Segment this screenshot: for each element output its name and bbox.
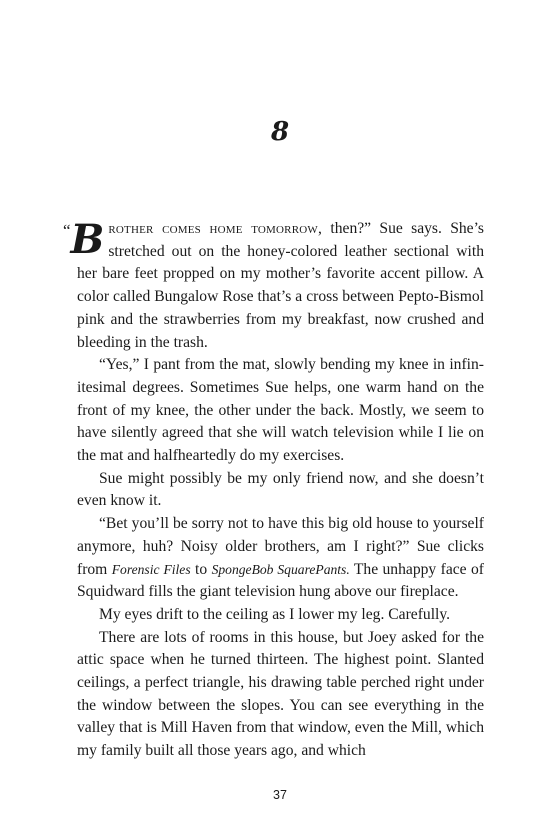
- paragraph-6: There are lots of rooms in this house, but Joey asked for the attic space when he turned thirteen. The highest point. Slanted ceilings, a perfect triangle, his drawing table perched right under the window between the slopes. You can see everything in the valley that is Mill Haven from that window, even the Mill, which my family built all those years ago, and which: [77, 628, 484, 760]
- drop-cap-group: [63, 216, 105, 263]
- chapter-number: 8: [270, 117, 290, 147]
- paragraph-3: Sue might possibly be my only friend now, and she doesn’t even know it.: [77, 469, 484, 510]
- paragraph-5: My eyes drift to the ceiling as I lower my leg. Carefully.: [99, 605, 451, 623]
- paragraph-4-text-c: The unhappy face of Squidward fills the giant television hung above our fireplace.: [77, 560, 484, 601]
- paragraph-1: [63, 216, 484, 354]
- drop-cap: B: [70, 216, 105, 263]
- page-number: 37: [273, 788, 287, 802]
- body-text: [63, 216, 484, 763]
- paragraph-4-text-b: to: [190, 560, 212, 578]
- paragraph-4-text-a: “Bet you’ll be sorry not to have this big old house to yourself anymore, huh? Noisy older brothers, am I right?” Sue clicks from: [77, 515, 484, 578]
- paragraph-2: “Yes,” I pant from the mat, slowly bending my knee in infinitesimal degrees. Sometimes Sue helps, one warm hand on the front of my knee, the other under the back. Mostly, we seem to have silently agreed that she will watch television while I lie on the mat and halfheartedly do my exercises.: [77, 356, 484, 465]
- paragraph-4: [77, 513, 484, 604]
- opening-quote: “: [63, 221, 71, 240]
- small-caps-lead: rother comes home tomorrow,: [108, 220, 323, 237]
- show-title-forensic-files: Forensic Files: [111, 561, 191, 577]
- paragraph-1-text: then?” Sue says. She’s stretched out on the honey-colored leather sectional with her bare feet propped on my mother’s favorite accent pillow. A color called Bungalow Rose that’s a cross between Pepto-Bismol pink and the strawberries from my breakfast, now crushed and bleeding in the trash.: [77, 220, 484, 351]
- show-title-spongebob: SpongeBob SquarePants.: [211, 561, 350, 577]
